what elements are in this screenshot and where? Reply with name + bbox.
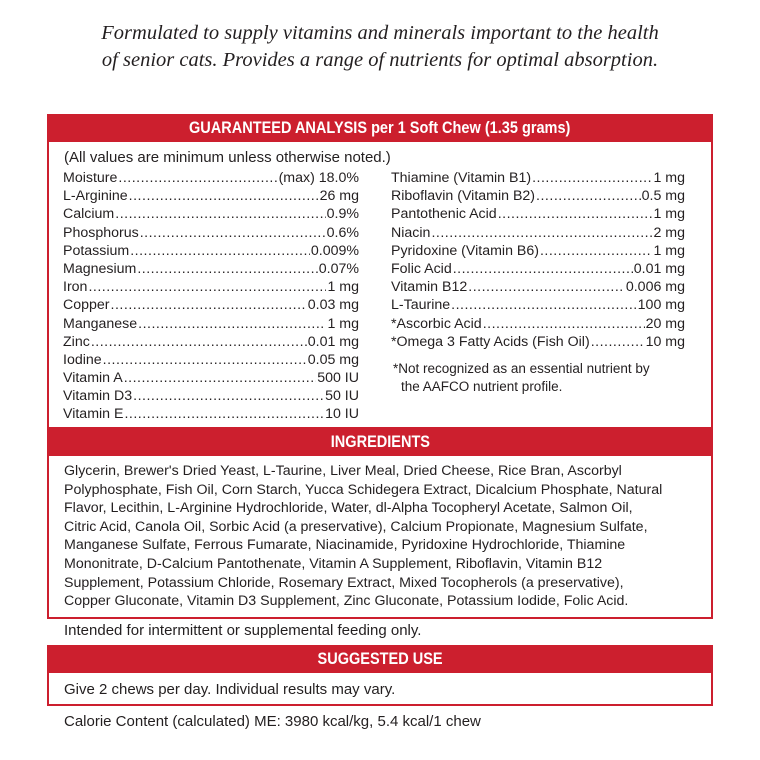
nutrient-row: [391, 316, 685, 334]
ingredients-title: INGREDIENTS: [330, 433, 430, 451]
nutrient-value: 0.01 mg: [307, 333, 359, 350]
nutrient-value: 0.05 mg: [307, 351, 359, 368]
nutrient-name: Iron: [63, 279, 88, 296]
nutrient-name: Pantothenic Acid: [391, 206, 497, 223]
nutrient-value: 0.006 mg: [625, 279, 685, 296]
nutrient-name: Folic Acid: [391, 260, 452, 277]
nutrient-name: Zinc: [63, 333, 90, 350]
dot-leader: [591, 334, 645, 350]
analysis-note: (All values are minimum unless otherwise noted.): [64, 149, 391, 166]
dot-leader: [532, 170, 652, 186]
nutrient-row: [63, 370, 359, 388]
nutrient-value: 1 mg: [653, 206, 685, 223]
nutrient-row: [391, 297, 685, 315]
description-line-1: Formulated to supply vitamins and minerals important to the health: [101, 22, 659, 44]
nutrient-name: Potassium: [63, 242, 130, 259]
nutrient-row: [391, 225, 685, 243]
nutrient-value: 50 IU: [325, 388, 359, 405]
nutrient-row: [63, 279, 359, 297]
nutrient-value: 1 mg: [653, 170, 685, 186]
nutrient-value: (max) 18.0%: [278, 170, 359, 186]
ingredients-line: Copper Gluconate, Vitamin D3 Supplement, Zinc Gluconate, Potassium Iodide, Folic Acid.: [64, 593, 629, 610]
dot-leader: [124, 370, 317, 386]
ingredients-line: Manganese Sulfate, Ferrous Fumarate, Niacinamide, Pyridoxine Hydrochloride, Thiamine: [64, 537, 626, 554]
aafco-footnote: [393, 360, 693, 396]
nutrient-value: 0.03 mg: [307, 297, 359, 314]
nutrient-row: [63, 206, 359, 224]
suggested-use-title: SUGGESTED USE: [317, 650, 443, 668]
dot-leader: [453, 261, 633, 277]
feeding-note: Intended for intermittent or supplemental feeding only.: [64, 622, 422, 639]
product-description: [0, 20, 760, 74]
nutrient-row: [63, 316, 359, 334]
dot-leader: [91, 334, 307, 350]
ingredients-header: [47, 429, 713, 456]
dot-leader: [115, 206, 325, 222]
ingredients-list: [64, 462, 700, 611]
nutrient-row: [391, 279, 685, 297]
dot-leader: [111, 297, 307, 313]
nutrient-row: [63, 406, 359, 424]
nutrient-row: [63, 243, 359, 261]
nutrient-name: Thiamine (Vitamin B1): [391, 170, 532, 186]
nutrient-name: Niacin: [391, 224, 431, 241]
nutrient-row: [63, 170, 359, 188]
dot-leader: [130, 243, 310, 259]
nutrient-row: [391, 206, 685, 224]
nutrient-value: 26 mg: [319, 188, 359, 205]
ingredients-line: Citric Acid, Canola Oil, Sorbic Acid (a preservative), Calcium Propionate, Magnesium Sulfate,: [64, 518, 648, 535]
ingredients-line: Mononitrate, D-Calcium Pantothenate, Vitamin A Supplement, Riboflavin, Vitamin B12: [64, 555, 603, 572]
nutrient-name: *Ascorbic Acid: [391, 315, 482, 332]
dot-leader: [137, 261, 317, 277]
nutrient-value: 0.009%: [310, 242, 359, 259]
nutrient-name: Magnesium: [63, 260, 137, 277]
description-line-2: of senior cats. Provides a range of nutrients for optimal absorption.: [101, 49, 659, 71]
nutrient-value: 1 mg: [327, 279, 359, 296]
dot-leader: [536, 188, 641, 204]
dot-leader: [138, 316, 326, 332]
nutrient-row: [391, 188, 685, 206]
ingredients-line: Polyphosphate, Fish Oil, Corn Starch, Yucca Schidegera Extract, Dicalcium Phosphate, Natural: [64, 481, 663, 498]
nutrient-value: 2 mg: [653, 224, 685, 241]
dot-leader: [133, 388, 324, 404]
nutrient-row: [63, 188, 359, 206]
ingredients-line: Glycerin, Brewer's Dried Yeast, L-Taurine, Liver Meal, Dried Cheese, Rice Bran, Ascorbyl: [64, 463, 622, 479]
dot-leader: [129, 188, 319, 204]
analysis-right-column: [391, 170, 685, 352]
dot-leader: [468, 279, 625, 295]
nutrient-value: 0.9%: [326, 206, 359, 223]
nutrient-value: 1 mg: [327, 315, 359, 332]
nutrient-value: 10 IU: [325, 406, 359, 423]
nutrient-name: Vitamin B12: [391, 279, 468, 296]
nutrient-name: Vitamin A: [63, 370, 123, 387]
suggested-use-header: [47, 645, 713, 673]
dot-leader: [88, 279, 326, 295]
dot-leader: [103, 352, 307, 368]
nutrient-value: 20 mg: [645, 315, 685, 332]
nutrient-name: Vitamin E: [63, 406, 124, 423]
nutrient-value: 1 mg: [653, 242, 685, 259]
nutrient-row: [63, 297, 359, 315]
nutrient-name: Copper: [63, 297, 110, 314]
analysis-left-column: [63, 170, 359, 425]
nutrient-row: [63, 334, 359, 352]
nutrient-name: Manganese: [63, 315, 138, 332]
dot-leader: [431, 225, 652, 241]
dot-leader: [498, 206, 653, 222]
nutrient-row: [391, 170, 685, 188]
nutrient-name: Phosphorus: [63, 224, 139, 241]
footnote-line-2: the AAFCO nutrient profile.: [401, 379, 563, 394]
calorie-content: Calorie Content (calculated) ME: 3980 kcal/kg, 5.4 kcal/1 chew: [64, 713, 481, 730]
nutrient-row: [391, 334, 685, 352]
nutrient-name: Vitamin D3: [63, 388, 133, 405]
guaranteed-analysis-title: GUARANTEED ANALYSIS per 1 Soft Chew (1.35 grams): [189, 119, 571, 137]
nutrient-value: 0.01 mg: [633, 260, 685, 277]
dot-leader: [118, 170, 277, 186]
nutrient-name: L-Arginine: [63, 188, 128, 205]
nutrient-row: [391, 261, 685, 279]
nutrient-name: *Omega 3 Fatty Acids (Fish Oil): [391, 333, 590, 350]
nutrient-row: [63, 225, 359, 243]
nutrient-row: [63, 388, 359, 406]
ingredients-line: Flavor, Lecithin, L-Arginine Hydrochloride, Water, dl-Alpha Tocopheryl Acetate, Salmon Oil,: [64, 500, 633, 517]
nutrient-value: 10 mg: [645, 333, 685, 350]
dot-leader: [451, 297, 637, 313]
ingredients-line: Supplement, Potassium Chloride, Rosemary Extract, Mixed Tocopherols (a preservative),: [64, 574, 624, 591]
nutrient-name: L-Taurine: [391, 297, 451, 314]
nutrient-name: Pyridoxine (Vitamin B6): [391, 242, 539, 259]
dot-leader: [124, 406, 324, 422]
suggested-use-text: Give 2 chews per day. Individual results may vary.: [64, 681, 396, 698]
nutrient-value: 0.5 mg: [641, 188, 685, 205]
guaranteed-analysis-header: [47, 114, 713, 142]
nutrient-row: [391, 243, 685, 261]
nutrient-name: Moisture: [63, 170, 118, 186]
footnote-line-1: *Not recognized as an essential nutrient by: [393, 361, 650, 376]
dot-leader: [483, 316, 645, 332]
nutrient-row: [63, 352, 359, 370]
nutrient-value: 500 IU: [317, 370, 359, 387]
nutrient-row: [63, 261, 359, 279]
nutrient-value: 100 mg: [637, 297, 685, 314]
nutrient-name: Riboflavin (Vitamin B2): [391, 188, 536, 205]
dot-leader: [140, 225, 326, 241]
dot-leader: [540, 243, 652, 259]
nutrient-value: 0.6%: [326, 224, 359, 241]
nutrient-name: Calcium: [63, 206, 115, 223]
nutrient-name: Iodine: [63, 351, 102, 368]
nutrient-value: 0.07%: [318, 260, 359, 277]
